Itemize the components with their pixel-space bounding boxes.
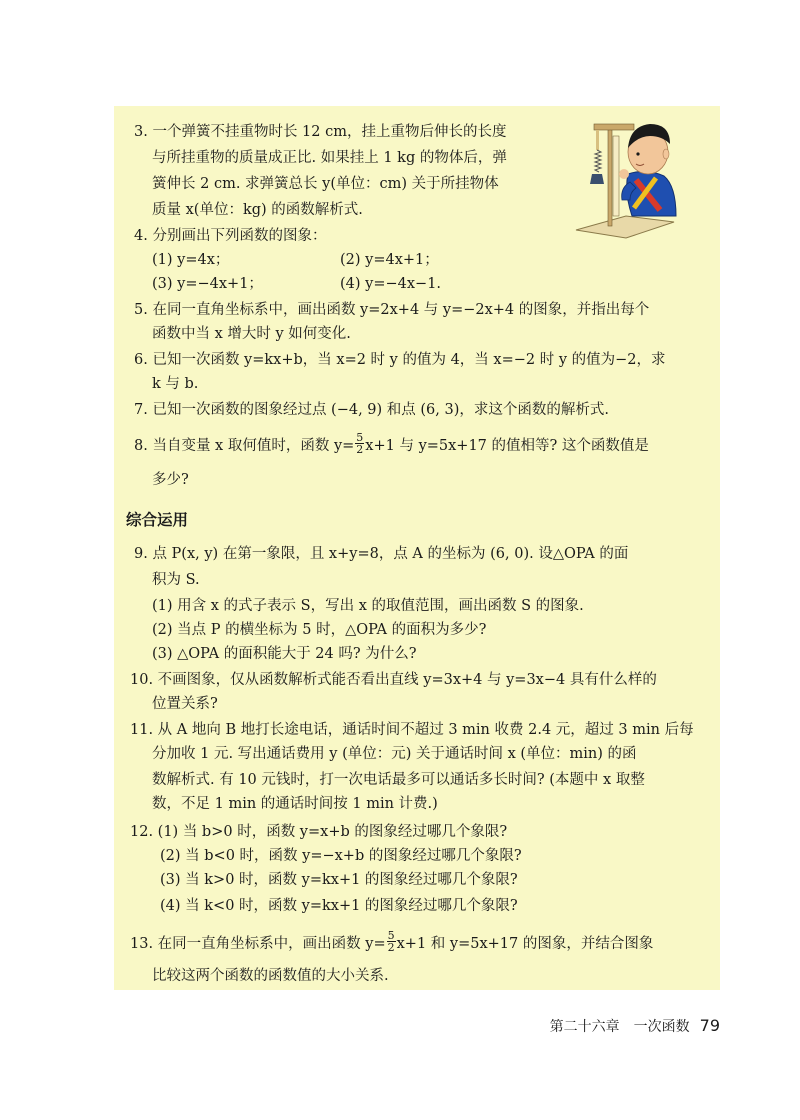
fraction-denominator: 2 <box>387 940 395 954</box>
problem-13-text-post: x+1 和 y=5x+17 的图象，并结合图象 <box>396 936 654 952</box>
problem-4-item-1: (1) y=4x； <box>152 252 230 268</box>
problem-11-line-1: 11. 从 A 地向 B 地打长途电话，通话时间不超过 3 min 收费 2.4 元，超过 3 min 后每 <box>130 722 694 738</box>
problem-4-line-1: 4. 分别画出下列函数的图象： <box>134 228 327 244</box>
section-heading: 综合运用 <box>126 511 189 529</box>
problem-3-line-2: 与所挂重物的质量成正比. 如果挂上 1 kg 的物体后，弹 <box>152 150 507 166</box>
fraction-numerator: 5 <box>387 928 395 942</box>
problem-9-line-2: 积为 S. <box>152 572 200 588</box>
problem-13-fraction <box>387 930 396 953</box>
problem-7-line-1: 7. 已知一次函数的图象经过点 (−4, 9) 和点 (6, 3)，求这个函数的解析式. <box>134 402 609 418</box>
problem-3-line-3: 簧伸长 2 cm. 求弹簧总长 y(单位：cm) 关于所挂物体 <box>152 176 499 192</box>
problem-12-item-3: (3) 当 k>0 时，函数 y=kx+1 的图象经过哪几个象限? <box>160 872 518 888</box>
problem-11-line-2: 分加收 1 元. 写出通话费用 y (单位：元) 关于通话时间 x (单位：min) 的函 <box>152 746 637 762</box>
problem-9-item-3: (3) △OPA 的面积能大于 24 吗? 为什么? <box>152 646 417 662</box>
problem-13-line-2: 比较这两个函数的函数值的大小关系. <box>152 968 389 984</box>
problem-12-item-2: (2) 当 b<0 时，函数 y=−x+b 的图象经过哪几个象限? <box>160 848 522 864</box>
problem-10-line-2: 位置关系? <box>152 696 218 712</box>
boy-with-spring-scale-icon <box>556 112 696 240</box>
problem-9-item-2: (2) 当点 P 的横坐标为 5 时，△OPA 的面积为多少? <box>152 622 487 638</box>
problem-11-line-4: 数，不足 1 min 的通话时间按 1 min 计费.) <box>152 796 438 812</box>
problem-9-item-1: (1) 用含 x 的式子表示 S，写出 x 的取值范围，画出函数 S 的图象. <box>152 598 584 614</box>
page-footer <box>550 1016 720 1036</box>
problem-12-item-4: (4) 当 k<0 时，函数 y=kx+1 的图象经过哪几个象限? <box>160 898 518 914</box>
problem-8-text-post: x+1 与 y=5x+17 的值相等? 这个函数值是 <box>365 438 649 454</box>
chapter-title: 第二十六章 一次函数 <box>549 1019 690 1035</box>
problem-6-line-1: 6. 已知一次函数 y=kx+b，当 x=2 时 y 的值为 4，当 x=−2 时 y 的值为−2，求 <box>134 352 666 368</box>
problem-5-line-2: 函数中当 x 增大时 y 如何变化. <box>152 326 351 342</box>
problem-8-text-pre: 8. 当自变量 x 取何值时，函数 y= <box>134 438 355 454</box>
problem-8-fraction <box>355 432 364 455</box>
problem-3-line-1: 3. 一个弹簧不挂重物时长 12 cm，挂上重物后伸长的长度 <box>134 124 507 140</box>
problem-4-item-2: (2) y=4x+1； <box>340 252 439 268</box>
problem-8-line-2: 多少? <box>152 472 189 488</box>
problem-13-text-pre: 13. 在同一直角坐标系中，画出函数 y= <box>130 936 386 952</box>
problem-10-line-1: 10. 不画图象，仅从函数解析式能否看出直线 y=3x+4 与 y=3x−4 具有什么样的 <box>130 672 657 688</box>
problem-9-line-1: 9. 点 P(x, y) 在第一象限，且 x+y=8，点 A 的坐标为 (6, 0). 设△OPA 的面 <box>134 546 629 562</box>
problem-12-item-1: 12. (1) 当 b>0 时，函数 y=x+b 的图象经过哪几个象限? <box>130 824 508 840</box>
problem-6-line-2: k 与 b. <box>152 376 199 392</box>
fraction-numerator: 5 <box>356 430 364 444</box>
problem-4-item-4: (4) y=−4x−1. <box>340 276 442 292</box>
problem-5-line-1: 5. 在同一直角坐标系中，画出函数 y=2x+4 与 y=−2x+4 的图象，并指出每个 <box>134 302 650 318</box>
fraction-denominator: 2 <box>356 442 364 456</box>
problem-11-line-3: 数解析式. 有 10 元钱时，打一次电话最多可以通话多长时间? (本题中 x 取整 <box>152 772 645 788</box>
problem-13-line-1 <box>130 928 654 954</box>
page-number: 79 <box>699 1016 720 1035</box>
problem-3-line-4: 质量 x(单位：kg) 的函数解析式. <box>152 202 363 218</box>
problem-8-line-1 <box>134 430 649 456</box>
problem-4-item-3: (3) y=−4x+1； <box>152 276 263 292</box>
